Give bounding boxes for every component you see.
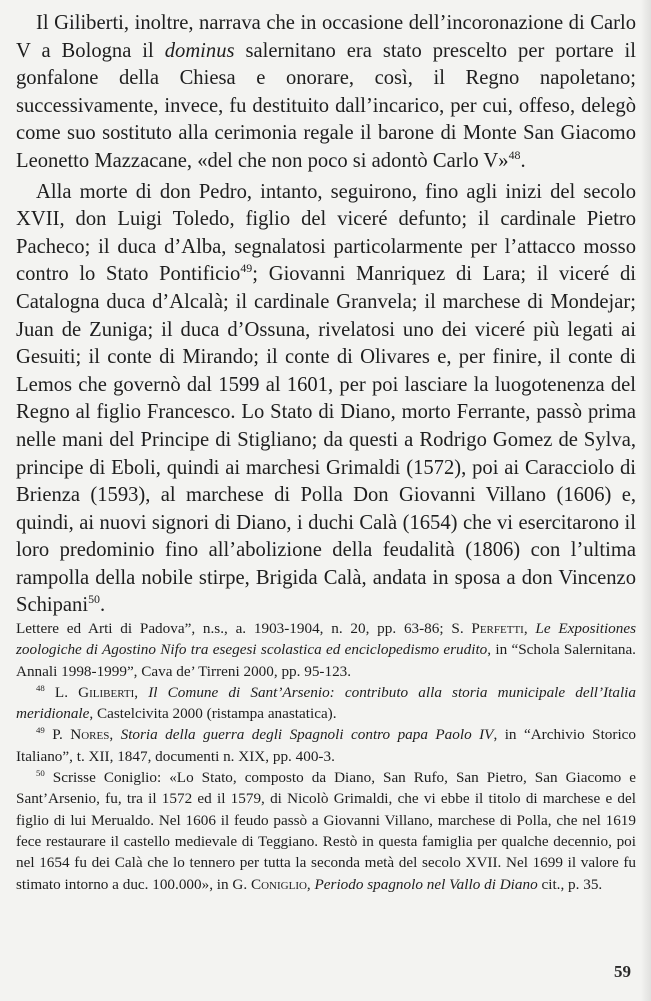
- footnote-number: 48: [36, 682, 45, 693]
- italic-term: dominus: [164, 39, 235, 62]
- author-name: Coniglio: [250, 875, 307, 893]
- footnote-48: [16, 682, 636, 725]
- text-run: .: [520, 149, 526, 172]
- work-title: Le Expositiones zoologiche di Agostino Nifo tra esegesi scolastica ed enciclopedismo erudito: [16, 620, 636, 659]
- text-run: Il Giliberti, inoltre, narrava che in occasione dell’incoronazione di Carlo V a Bologna il: [16, 12, 636, 62]
- text-run: Lettere ed Arti di Padova”, n.s., a. 1903-1904, n. 20, pp. 63-86; S.: [16, 620, 472, 637]
- footnote-49: [16, 724, 636, 767]
- work-title: Storia della guerra degli Spagnoli contro papa Paolo IV: [120, 726, 494, 744]
- paragraph-2: [16, 179, 636, 621]
- text-run: , Castelcivita 2000 (ristampa anastatica).: [89, 705, 337, 723]
- footnote-number: 49: [36, 725, 45, 736]
- text-run: ,: [134, 683, 149, 701]
- footnote-continued: [16, 618, 636, 682]
- text-run: , in “Archivio Storico Italiano”, t. XII, 1847, documenti n. XIX, pp. 400-3.: [16, 726, 636, 765]
- footnote-ref-48[interactable]: 48: [508, 148, 521, 163]
- text-run: ,: [306, 875, 315, 893]
- text-run: Alla morte di don Pedro, intanto, seguirono, fino agli inizi del secolo XVII, don Luigi Toledo, figlio del viceré defunto; il cardinale Pietro Pacheco; il duca d’Alba, segnalatosi particolarmente per l’attacco mosso contro lo Stato Pontificio: [16, 180, 636, 286]
- author-name: Perfetti: [471, 620, 524, 637]
- author-name: Giliberti: [78, 683, 135, 701]
- footnote-ref-49[interactable]: 49: [240, 261, 253, 276]
- text-run: Scrisse Coniglio: «Lo Stato, composto da Diano, San Rufo, San Pietro, San Giacomo e Sant’Arsenio, fu, tra il 1572 ed il 1579, di Nicolò Grimaldi, che vi ebbe il titolo di marchese e del figlio di lui Merualdo. Nel 1606 il feudo passò a Giovanni Villano, marchese di Polla, che nel 1619 fece restaurare il castello medievale di Teggiano. Restò in questa famiglia per qualche decennio, poi nel 1654 fu dei Calà che lo tennero per tutta la seconda metà del secolo XVII. Nel 1699 il valore fu stimato intorno a duc. 100.000», in G.: [16, 769, 636, 893]
- footnote-number: 50: [36, 768, 45, 779]
- text-run: cit., p. 35.: [537, 875, 603, 893]
- footnotes: [16, 618, 636, 895]
- footnote-50: [16, 767, 636, 895]
- text-run: L.: [44, 683, 79, 701]
- main-text: [16, 10, 636, 620]
- page-number: 59: [614, 962, 631, 981]
- paragraph-1: [16, 10, 636, 176]
- text-run: , in “Schola Salernitana. Annali 1998-1999”, Cava de’ Tirreni 2000, pp. 95-123.: [16, 641, 636, 680]
- work-title: Il Comune di Sant’Arsenio: contributo alla storia municipale dell’Italia meridionale: [16, 683, 636, 723]
- text-run: ,: [109, 726, 121, 744]
- work-title: Periodo spagnolo nel Vallo di Diano: [314, 875, 538, 893]
- footnote-ref-50[interactable]: 50: [88, 592, 101, 607]
- text-run: P.: [44, 726, 71, 744]
- text-run: ; Giovanni Manriquez di Lara; il viceré di Catalogna duca d’Alcalà; il cardinale Granvela; il marchese di Mondejar; Juan de Zuniga; il duca d’Ossuna, rivelatosi uno dei viceré più legati ai Gesuiti; il conte di Mirando; il conte di Olivares e, per finire, il conte di Lemos che governò dal 1599 al 1601, per poi lasciare la luogotenenza del Regno al figlio Francesco. Lo Stato di Diano, morto Ferrante, passò prima nelle mani del Principe di Stigliano; da questi a Rodrigo Gomez de Sylva, principe di Eboli, quindi ai marchesi Grimaldi (1572), poi ai Caracciolo di Brienza (1593), al marchese di Polla Don Giovanni Villano (1606) e, quindi, ai nuovi signori di Diano, i duchi Calà (1654) che vi esercitarono il loro predominio fino all’abolizione della feudalità (1806) con l’ultima rampolla della nobile stirpe, Brigida Calà, andata in sposa a don Vincenzo Schipani: [16, 263, 637, 617]
- text-run: ,: [523, 620, 536, 637]
- author-name: Nores: [70, 726, 110, 744]
- text-run: salernitano era stato prescelto per portare il gonfalone della Chiesa e onorare, così, il Regno napoletano; successivamente, invece, fu destituito dall’incarico, per cui, offeso, delegò come suo sostituto alla cerimonia regale il barone di Monte San Giacomo Leonetto Mazzacane, «del che non poco si adontò Carlo V»: [16, 39, 636, 172]
- page-edge-shadow: [641, 0, 651, 1001]
- text-run: .: [100, 594, 106, 617]
